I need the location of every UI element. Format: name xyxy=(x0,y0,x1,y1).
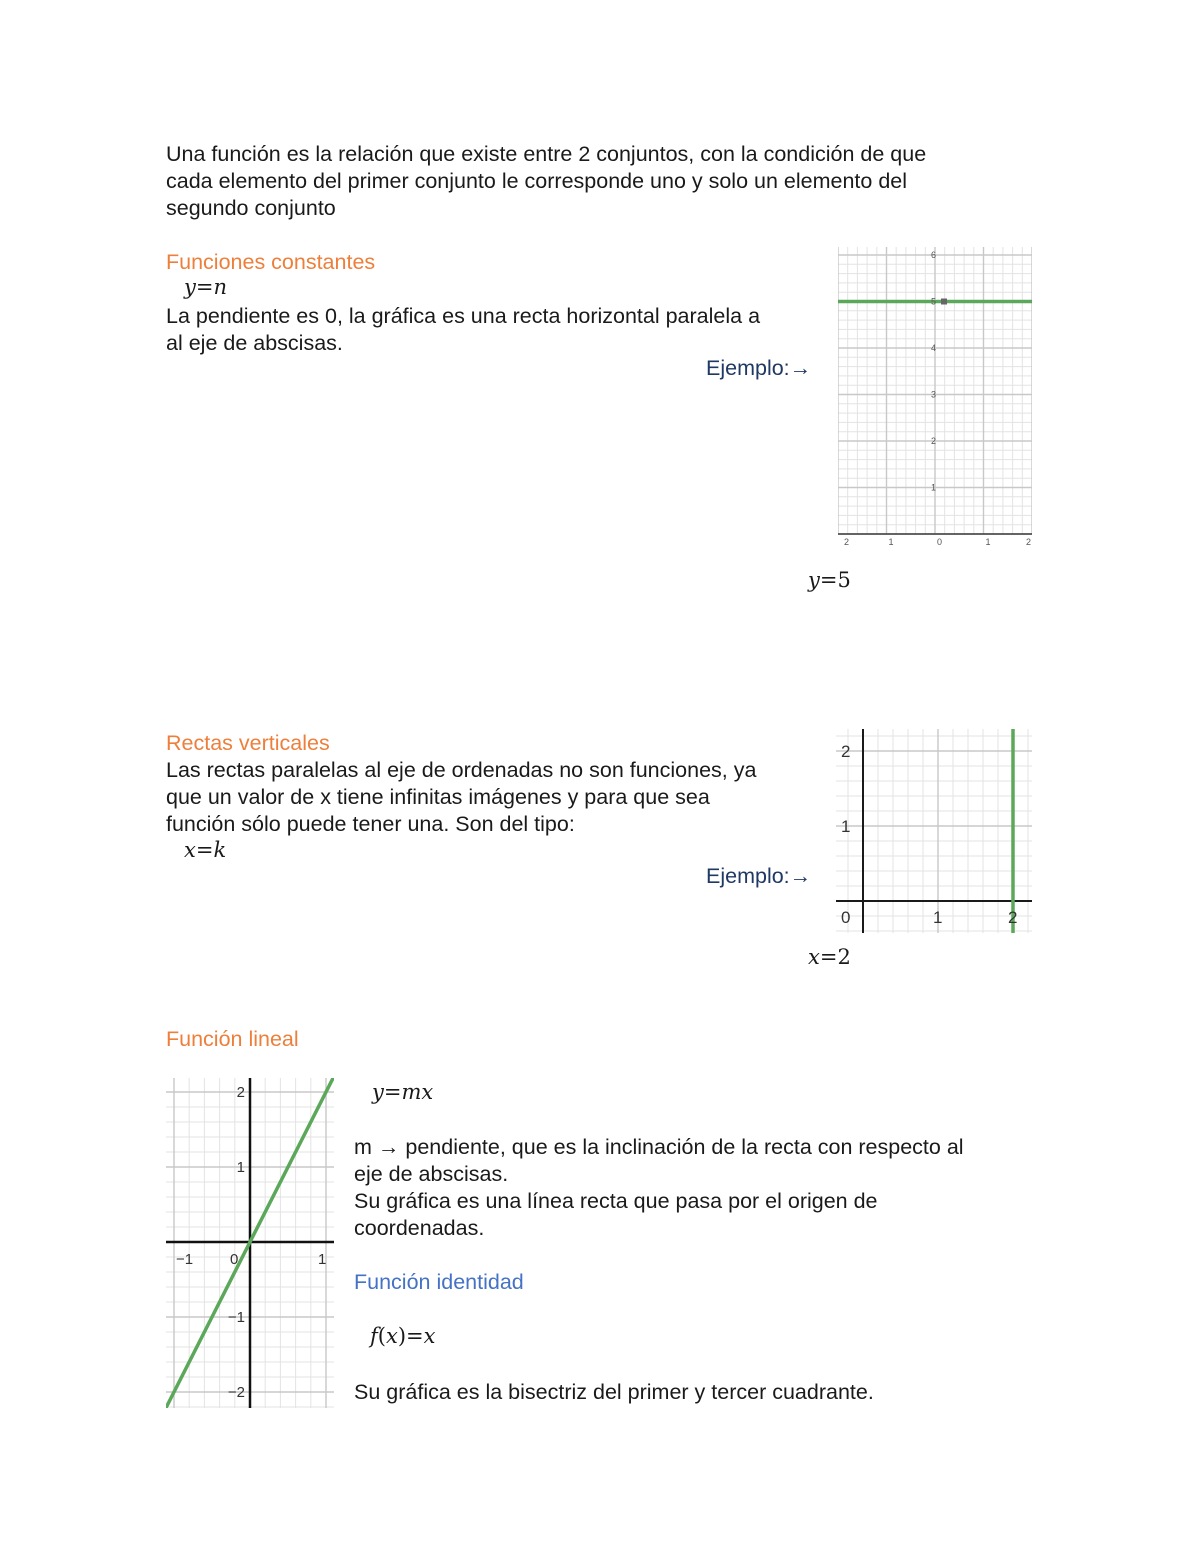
y-tick-label: −2 xyxy=(227,1384,245,1401)
constantes-desc-line-1: La pendiente es 0, la gráfica es una recta horizontal paralela a xyxy=(166,304,761,328)
formula-vertical xyxy=(184,838,226,862)
formula-equals: = xyxy=(195,838,214,862)
section-heading-identidad: Función identidad xyxy=(354,1270,524,1294)
formula-close-paren: ) xyxy=(397,1324,407,1348)
formula-var-y: y xyxy=(184,275,196,299)
x-tick-label: 1 xyxy=(933,908,943,927)
lineal-description xyxy=(354,1134,964,1242)
intro-line-3: segundo conjunto xyxy=(166,196,336,220)
x-tick-label: 0 xyxy=(937,537,943,547)
formula-var-f: f xyxy=(370,1324,378,1348)
y-tick-label: 1 xyxy=(931,482,937,493)
lineal-desc-line-3: Su gráfica es una línea recta que pasa por el origen de xyxy=(354,1189,878,1213)
y-tick-label: 1 xyxy=(236,1159,245,1176)
caption-value: 2 xyxy=(837,945,851,969)
ejemplo-label-vertical xyxy=(706,864,811,889)
y-tick-label: 3 xyxy=(931,389,937,400)
verticales-desc-line-1: Las rectas paralelas al eje de ordenadas no son funciones, ya xyxy=(166,758,757,782)
formula-var-n: n xyxy=(213,275,228,299)
y-tick-label: 2 xyxy=(236,1084,245,1101)
y-tick-label: 5 xyxy=(931,296,937,307)
caption-x-equals-2 xyxy=(808,945,851,969)
m-label: m xyxy=(354,1135,372,1159)
constantes-description xyxy=(166,303,760,357)
formula-var-x: x xyxy=(385,1324,398,1348)
x-tick-label: 2 xyxy=(844,537,850,547)
y-tick-label: −1 xyxy=(227,1309,245,1326)
formula-var-y: y xyxy=(372,1080,384,1104)
caption-y-equals-5 xyxy=(808,568,851,592)
formula-identidad xyxy=(370,1324,435,1348)
caption-value: 5 xyxy=(837,568,851,592)
lineal-desc-line-4: coordenadas. xyxy=(354,1216,485,1240)
x-tick-label: −1 xyxy=(176,1251,194,1268)
formula-lineal xyxy=(372,1080,433,1104)
caption-var: x xyxy=(808,945,820,969)
verticales-description xyxy=(166,757,756,838)
chart-constant-function xyxy=(838,247,1032,549)
section-heading-verticales: Rectas verticales xyxy=(166,731,330,755)
m-definition: pendiente, que es la inclinación de la recta con respecto al xyxy=(405,1135,964,1159)
chart-linear-function xyxy=(166,1078,334,1408)
x-tick-label: 1 xyxy=(888,537,894,547)
formula-equals: = xyxy=(383,1080,402,1104)
verticales-desc-line-3: función sólo puede tener una. Son del tipo: xyxy=(166,812,575,836)
formula-open-paren: ( xyxy=(377,1324,386,1348)
ejemplo-text: Ejemplo: xyxy=(706,356,790,380)
caption-var: y xyxy=(808,568,820,592)
lineal-desc-line-2: eje de abscisas. xyxy=(354,1162,509,1186)
lineal-desc-line-1 xyxy=(354,1134,964,1161)
x-tick-label: 2 xyxy=(1008,908,1018,927)
formula-constante xyxy=(184,275,227,299)
section-heading-constantes: Funciones constantes xyxy=(166,250,376,274)
y-tick-label: 6 xyxy=(931,250,937,260)
formula-var-x: x xyxy=(184,838,196,862)
x-tick-label: 0 xyxy=(841,908,851,927)
point-marker xyxy=(941,299,947,305)
y-tick-label: 2 xyxy=(931,436,937,446)
caption-equals: = xyxy=(819,568,838,592)
right-arrow-icon: → xyxy=(789,864,812,888)
y-tick-label: 2 xyxy=(841,742,851,761)
formula-equals: = xyxy=(406,1324,424,1348)
right-arrow-icon: → xyxy=(789,356,812,380)
identidad-description: Su gráfica es la bisectriz del primer y tercer cuadrante. xyxy=(354,1380,874,1404)
verticales-desc-line-2: que un valor de x tiene infinitas imágenes y para que sea xyxy=(166,785,710,809)
formula-rhs-x: x xyxy=(423,1324,436,1348)
intro-paragraph xyxy=(166,141,926,222)
caption-equals: = xyxy=(819,945,838,969)
intro-line-2: cada elemento del primer conjunto le corresponde uno y solo un elemento del xyxy=(166,169,908,193)
chart-vertical-line xyxy=(836,729,1032,933)
formula-var-mx: mx xyxy=(401,1080,434,1104)
x-tick-label: 0 xyxy=(230,1251,239,1268)
x-tick-label: 1 xyxy=(985,537,991,547)
y-tick-label: 1 xyxy=(841,817,851,836)
ejemplo-text: Ejemplo: xyxy=(706,864,790,888)
ejemplo-label-constante xyxy=(706,356,811,381)
x-tick-label: 1 xyxy=(318,1251,327,1268)
y-tick-label: 4 xyxy=(931,343,937,353)
section-heading-lineal: Función lineal xyxy=(166,1027,299,1051)
constantes-desc-line-2: al eje de abscisas. xyxy=(166,331,343,355)
formula-var-k: k xyxy=(213,838,227,862)
right-arrow-icon: → xyxy=(377,1135,400,1159)
formula-equals: = xyxy=(195,275,214,299)
intro-line-1: Una función es la relación que existe entre 2 conjuntos, con la condición de que xyxy=(166,142,927,166)
x-tick-label: 2 xyxy=(1026,537,1032,547)
